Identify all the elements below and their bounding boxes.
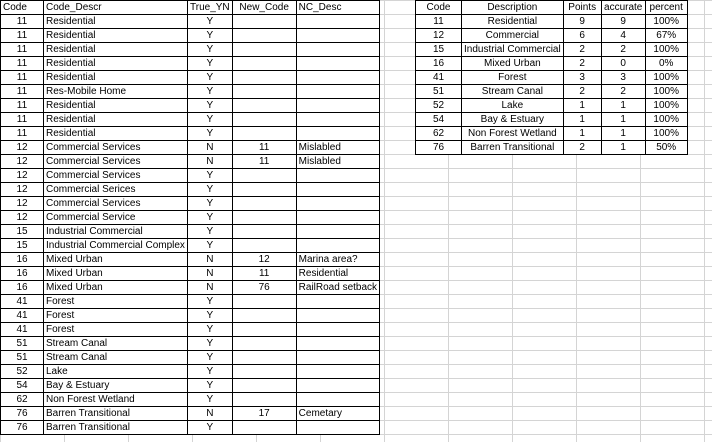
table-row — [1, 365, 380, 379]
cell[interactable]: N — [188, 281, 233, 295]
cell[interactable]: 2 — [563, 141, 601, 155]
summary-row — [416, 127, 688, 141]
cell[interactable]: Y — [188, 309, 233, 323]
cell[interactable]: 17 — [232, 407, 296, 421]
cell[interactable]: 11 — [1, 113, 44, 127]
cell[interactable]: Mislabled — [296, 141, 379, 155]
cell[interactable]: Commercial Services — [44, 141, 188, 155]
cell[interactable]: 0 — [601, 57, 645, 71]
cell[interactable]: Y — [188, 351, 233, 365]
cell[interactable]: Y — [188, 211, 233, 225]
cell[interactable] — [296, 113, 379, 127]
cell[interactable]: Industrial Commercial — [44, 225, 188, 239]
cell[interactable]: Y — [188, 71, 233, 85]
table-row — [1, 43, 380, 57]
column-header[interactable]: Code_Descr — [44, 1, 188, 15]
cell[interactable]: 100% — [645, 43, 687, 57]
cell[interactable] — [232, 351, 296, 365]
cell[interactable]: Residential — [296, 267, 379, 281]
summary-row — [416, 57, 688, 71]
cell[interactable] — [296, 85, 379, 99]
cell[interactable]: Y — [188, 393, 233, 407]
column-header[interactable]: Points — [563, 1, 601, 15]
cell[interactable]: 2 — [601, 43, 645, 57]
cell[interactable]: 51 — [1, 351, 44, 365]
cell[interactable]: Stream Canal — [462, 85, 564, 99]
table-row — [1, 71, 380, 85]
table-row — [1, 239, 380, 253]
cell[interactable] — [232, 239, 296, 253]
cell[interactable]: 1 — [601, 113, 645, 127]
table-row — [1, 267, 380, 281]
cell[interactable]: Y — [188, 99, 233, 113]
cell[interactable] — [296, 239, 379, 253]
cell[interactable]: Mixed Urban — [44, 253, 188, 267]
cell[interactable]: Commercial Service — [44, 211, 188, 225]
cell[interactable]: 9 — [601, 15, 645, 29]
cell[interactable]: 2 — [563, 85, 601, 99]
summary-row — [416, 113, 688, 127]
summary-table — [415, 0, 688, 155]
cell[interactable]: 41 — [1, 323, 44, 337]
cell[interactable]: 54 — [1, 379, 44, 393]
cell[interactable]: 1 — [563, 99, 601, 113]
cell[interactable] — [296, 393, 379, 407]
cell[interactable] — [232, 29, 296, 43]
cell[interactable]: 15 — [1, 225, 44, 239]
cell[interactable]: Forest — [44, 323, 188, 337]
table-row — [1, 85, 380, 99]
summary-row — [416, 85, 688, 99]
cell[interactable]: Residential — [44, 127, 188, 141]
column-header[interactable]: Code — [1, 1, 44, 15]
cell[interactable]: 51 — [416, 85, 462, 99]
cell[interactable]: 51 — [1, 337, 44, 351]
header-row — [1, 1, 380, 15]
cell[interactable] — [296, 323, 379, 337]
cell[interactable]: RailRoad setback — [296, 281, 379, 295]
cell[interactable] — [296, 421, 379, 435]
cell[interactable]: 3 — [563, 71, 601, 85]
cell[interactable]: Non Forest Wetland — [462, 127, 564, 141]
summary-row — [416, 71, 688, 85]
cell[interactable]: 11 — [416, 15, 462, 29]
cell[interactable]: Mixed Urban — [462, 57, 564, 71]
cell[interactable]: Forest — [44, 295, 188, 309]
cell[interactable]: 16 — [416, 57, 462, 71]
cell[interactable]: Barren Transitional — [462, 141, 564, 155]
cell[interactable]: 76 — [1, 421, 44, 435]
cell[interactable] — [296, 183, 379, 197]
cell[interactable]: 62 — [1, 393, 44, 407]
cell[interactable]: 11 — [1, 85, 44, 99]
cell[interactable]: 1 — [563, 127, 601, 141]
summary-row — [416, 15, 688, 29]
cell[interactable]: 62 — [416, 127, 462, 141]
cell[interactable]: 41 — [1, 309, 44, 323]
cell[interactable] — [296, 309, 379, 323]
column-header[interactable]: NC_Desc — [296, 1, 379, 15]
cell[interactable]: Commercial Serices — [44, 183, 188, 197]
cell[interactable] — [232, 379, 296, 393]
cell[interactable]: Bay & Estuary — [462, 113, 564, 127]
cell[interactable]: Non Forest Wetland — [44, 393, 188, 407]
cell[interactable]: Y — [188, 127, 233, 141]
cell[interactable]: Mixed Urban — [44, 267, 188, 281]
cell[interactable]: 2 — [601, 85, 645, 99]
table-row — [1, 253, 380, 267]
cell[interactable]: Stream Canal — [44, 351, 188, 365]
column-header[interactable]: New_Code — [232, 1, 296, 15]
cell[interactable]: N — [188, 141, 233, 155]
cell[interactable]: 1 — [601, 99, 645, 113]
cell[interactable]: N — [188, 253, 233, 267]
cell[interactable]: Residential — [44, 71, 188, 85]
cell[interactable]: Residential — [44, 99, 188, 113]
table-row — [1, 337, 380, 351]
column-header[interactable]: accurate — [601, 1, 645, 15]
cell[interactable]: Barren Transitional — [44, 407, 188, 421]
cell[interactable]: 11 — [1, 43, 44, 57]
cell[interactable]: Commercial Services — [44, 155, 188, 169]
cell[interactable]: 11 — [232, 141, 296, 155]
cell[interactable]: 52 — [1, 365, 44, 379]
cell[interactable]: 41 — [416, 71, 462, 85]
cell[interactable] — [232, 421, 296, 435]
cell[interactable] — [232, 393, 296, 407]
cell[interactable]: Y — [188, 85, 233, 99]
cell[interactable] — [296, 295, 379, 309]
table-row — [1, 393, 380, 407]
column-header[interactable]: True_YN — [188, 1, 233, 15]
cell[interactable]: 67% — [645, 29, 687, 43]
cell[interactable]: Residential — [44, 15, 188, 29]
header-row — [416, 1, 688, 15]
cell[interactable]: 6 — [563, 29, 601, 43]
cell[interactable]: Y — [188, 43, 233, 57]
cell[interactable] — [296, 15, 379, 29]
cell[interactable]: 1 — [601, 127, 645, 141]
cell[interactable] — [296, 71, 379, 85]
cell[interactable] — [296, 337, 379, 351]
cell[interactable]: Residential — [462, 15, 564, 29]
cell[interactable]: 52 — [416, 99, 462, 113]
table-row — [1, 295, 380, 309]
table-row — [1, 15, 380, 29]
cell[interactable] — [296, 29, 379, 43]
cell[interactable]: Y — [188, 421, 233, 435]
table-row — [1, 379, 380, 393]
cell[interactable] — [232, 211, 296, 225]
summary-row — [416, 99, 688, 113]
table-row — [1, 141, 380, 155]
table-row — [1, 225, 380, 239]
cell[interactable]: 100% — [645, 113, 687, 127]
cell[interactable] — [232, 365, 296, 379]
cell[interactable]: 54 — [416, 113, 462, 127]
cell[interactable]: Residential — [44, 43, 188, 57]
cell[interactable]: 76 — [1, 407, 44, 421]
cell[interactable]: 41 — [1, 295, 44, 309]
cell[interactable]: 12 — [416, 29, 462, 43]
cell[interactable] — [296, 99, 379, 113]
cell[interactable] — [296, 169, 379, 183]
cell[interactable]: 12 — [1, 183, 44, 197]
cell[interactable] — [232, 57, 296, 71]
cell[interactable] — [232, 225, 296, 239]
cell[interactable]: Residential — [44, 113, 188, 127]
cell[interactable]: Y — [188, 295, 233, 309]
cell[interactable] — [232, 99, 296, 113]
cell[interactable]: N — [188, 407, 233, 421]
cell[interactable]: Barren Transitional — [44, 421, 188, 435]
cell[interactable] — [296, 351, 379, 365]
cell[interactable]: Y — [188, 15, 233, 29]
cell[interactable] — [296, 57, 379, 71]
cell[interactable]: 11 — [1, 71, 44, 85]
table-row — [1, 407, 380, 421]
cell[interactable] — [232, 85, 296, 99]
cell[interactable]: 12 — [1, 211, 44, 225]
cell[interactable]: Residential — [44, 57, 188, 71]
table-row — [1, 29, 380, 43]
cell[interactable]: Bay & Estuary — [44, 379, 188, 393]
summary-row — [416, 29, 688, 43]
cell[interactable]: 100% — [645, 15, 687, 29]
cell[interactable]: 76 — [232, 281, 296, 295]
table-row — [1, 323, 380, 337]
cell[interactable]: Commercial — [462, 29, 564, 43]
table-row — [1, 183, 380, 197]
summary-row — [416, 43, 688, 57]
cell[interactable] — [296, 127, 379, 141]
cell[interactable]: Y — [188, 57, 233, 71]
cell[interactable] — [232, 309, 296, 323]
table-row — [1, 113, 380, 127]
cell[interactable]: Forest — [462, 71, 564, 85]
cell[interactable]: 2 — [563, 43, 601, 57]
table-row — [1, 211, 380, 225]
cell[interactable]: 16 — [1, 281, 44, 295]
cell[interactable]: Industrial Commercial — [462, 43, 564, 57]
table-row — [1, 197, 380, 211]
cell[interactable]: Industrial Commercial Complex — [44, 239, 188, 253]
cell[interactable] — [232, 15, 296, 29]
cell[interactable]: Y — [188, 29, 233, 43]
column-header[interactable]: Code — [416, 1, 462, 15]
cell[interactable]: 11 — [1, 57, 44, 71]
cell[interactable]: 11 — [1, 127, 44, 141]
cell[interactable] — [232, 71, 296, 85]
table-row — [1, 155, 380, 169]
cell[interactable]: 11 — [232, 155, 296, 169]
cell[interactable]: Res-Mobile Home — [44, 85, 188, 99]
cell[interactable]: 0% — [645, 57, 687, 71]
cell[interactable]: Commercial Services — [44, 169, 188, 183]
cell[interactable]: 11 — [1, 99, 44, 113]
cell[interactable]: Cemetary — [296, 407, 379, 421]
column-header[interactable]: percent — [645, 1, 687, 15]
table-row — [1, 421, 380, 435]
cell[interactable] — [296, 211, 379, 225]
cell[interactable]: 15 — [416, 43, 462, 57]
cell[interactable]: Forest — [44, 309, 188, 323]
cell[interactable]: Residential — [44, 29, 188, 43]
summary-row — [416, 141, 688, 155]
cell[interactable]: 100% — [645, 99, 687, 113]
cell[interactable]: Y — [188, 365, 233, 379]
cell[interactable]: 50% — [645, 141, 687, 155]
table-row — [1, 99, 380, 113]
cell[interactable]: 16 — [1, 253, 44, 267]
cell[interactable]: 4 — [601, 29, 645, 43]
cell[interactable]: 12 — [1, 197, 44, 211]
cell[interactable] — [232, 183, 296, 197]
cell[interactable]: Y — [188, 239, 233, 253]
cell[interactable]: Mislabled — [296, 155, 379, 169]
cell[interactable]: Y — [188, 183, 233, 197]
table-row — [1, 281, 380, 295]
cell[interactable]: N — [188, 155, 233, 169]
cell[interactable] — [232, 113, 296, 127]
cell[interactable]: 12 — [232, 253, 296, 267]
cell[interactable]: 1 — [601, 141, 645, 155]
cell[interactable]: Lake — [44, 365, 188, 379]
cell[interactable]: 11 — [1, 15, 44, 29]
table-row — [1, 57, 380, 71]
cell[interactable]: Commercial Services — [44, 197, 188, 211]
cell[interactable]: Y — [188, 197, 233, 211]
cell[interactable] — [296, 43, 379, 57]
table-row — [1, 351, 380, 365]
cell[interactable]: 3 — [601, 71, 645, 85]
cell[interactable]: 100% — [645, 85, 687, 99]
cell[interactable] — [232, 127, 296, 141]
cell[interactable]: N — [188, 267, 233, 281]
cell[interactable]: 9 — [563, 15, 601, 29]
cell[interactable]: Stream Canal — [44, 337, 188, 351]
cell[interactable]: 12 — [1, 155, 44, 169]
cell[interactable] — [296, 365, 379, 379]
cell[interactable] — [296, 225, 379, 239]
cell[interactable]: 12 — [1, 141, 44, 155]
cell[interactable]: 2 — [563, 57, 601, 71]
cell[interactable]: Y — [188, 169, 233, 183]
cell[interactable]: 100% — [645, 127, 687, 141]
cell[interactable] — [232, 337, 296, 351]
cell[interactable]: Lake — [462, 99, 564, 113]
cell[interactable]: Y — [188, 323, 233, 337]
cell[interactable]: 76 — [416, 141, 462, 155]
cell[interactable]: 1 — [563, 113, 601, 127]
cell[interactable]: 15 — [1, 239, 44, 253]
cell[interactable]: Y — [188, 379, 233, 393]
table-row — [1, 309, 380, 323]
column-header[interactable]: Description — [462, 1, 564, 15]
cell[interactable]: 12 — [1, 169, 44, 183]
cell[interactable]: 16 — [1, 267, 44, 281]
table-row — [1, 169, 380, 183]
cell[interactable]: Y — [188, 225, 233, 239]
cell[interactable] — [232, 295, 296, 309]
cell[interactable] — [232, 323, 296, 337]
cell[interactable] — [232, 43, 296, 57]
cell[interactable] — [296, 379, 379, 393]
cell[interactable]: Marina area? — [296, 253, 379, 267]
cell[interactable]: Mixed Urban — [44, 281, 188, 295]
cell[interactable] — [296, 197, 379, 211]
cell[interactable]: 11 — [232, 267, 296, 281]
table-row — [1, 127, 380, 141]
cell[interactable]: Y — [188, 113, 233, 127]
cell[interactable]: 11 — [1, 29, 44, 43]
cell[interactable] — [232, 169, 296, 183]
cell[interactable]: Y — [188, 337, 233, 351]
cell[interactable] — [232, 197, 296, 211]
cell[interactable]: 100% — [645, 71, 687, 85]
